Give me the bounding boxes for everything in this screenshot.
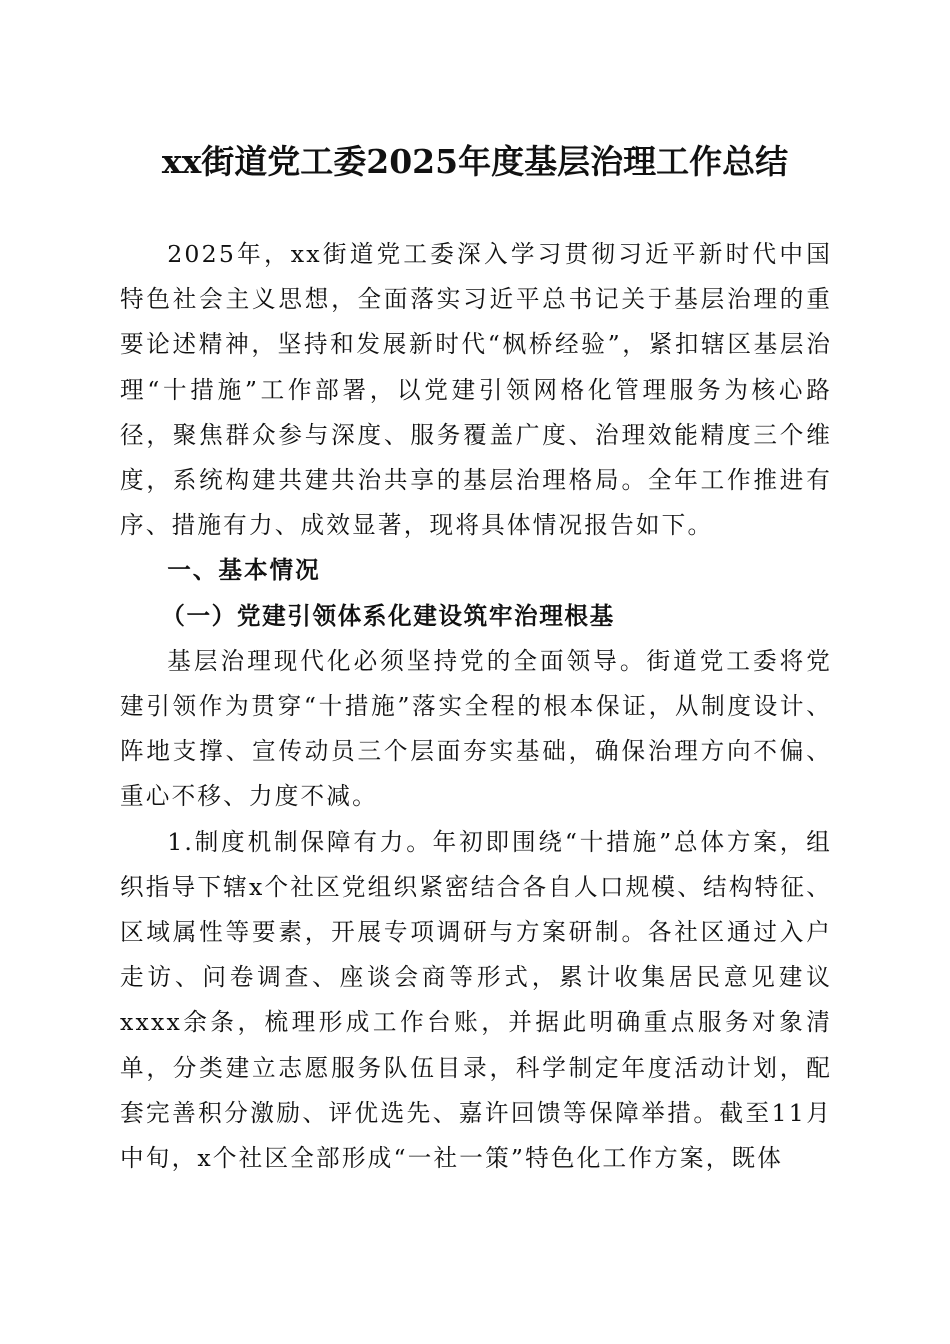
intro-paragraph: 2025年，xx街道党工委深入学习贯彻习近平新时代中国特色社会主义思想，全面落实习近平总书记关于基层治理的重要论述精神，坚持和发展新时代“枫桥经验”，紧扣辖区基层治理“十措施”工作部署，以党建引领网格化管理服务为核心路径，聚焦群众参与深度、服务覆盖广度、治理效能精度三个维度，系统构建共建共治共享的基层治理格局。全年工作推进有序、措施有力、成效显著，现将具体情况报告如下。 [120, 240, 832, 540]
lead-paragraph: 基层治理现代化必须坚持党的全面领导。街道党工委将党建引领作为贯穿“十措施”落实全程的根本保证，从制度设计、阵地支撑、宣传动员三个层面夯实基础，确保治理方向不偏、重心不移、力度不减。 [120, 646, 832, 811]
document-body [120, 232, 832, 1181]
section-heading-basic-situation: 一、基本情况 [167, 556, 321, 585]
document-title: xx街道党工委2025年度基层治理工作总结 [161, 142, 789, 181]
subsection-heading-party-building: （一）党建引领体系化建设筑牢治理根基 [161, 601, 615, 630]
item1-paragraph: 1.制度机制保障有力。年初即围绕“十措施”总体方案，组织指导下辖x个社区党组织紧密结合各自人口规模、结构特征、区域属性等要素，开展专项调研与方案研制。各社区通过入户走访、问卷调查、座谈会商等形式，累计收集居民意见建议xxxx余条，梳理形成工作台账，并据此明确重点服务对象清单，分类建立志愿服务队伍目录，科学制定年度活动计划，配套完善积分激励、评优选先、嘉许回馈等保障举措。截至11月中旬，x个社区全部形成“一社一策”特色化工作方案，既体 [120, 827, 832, 1173]
